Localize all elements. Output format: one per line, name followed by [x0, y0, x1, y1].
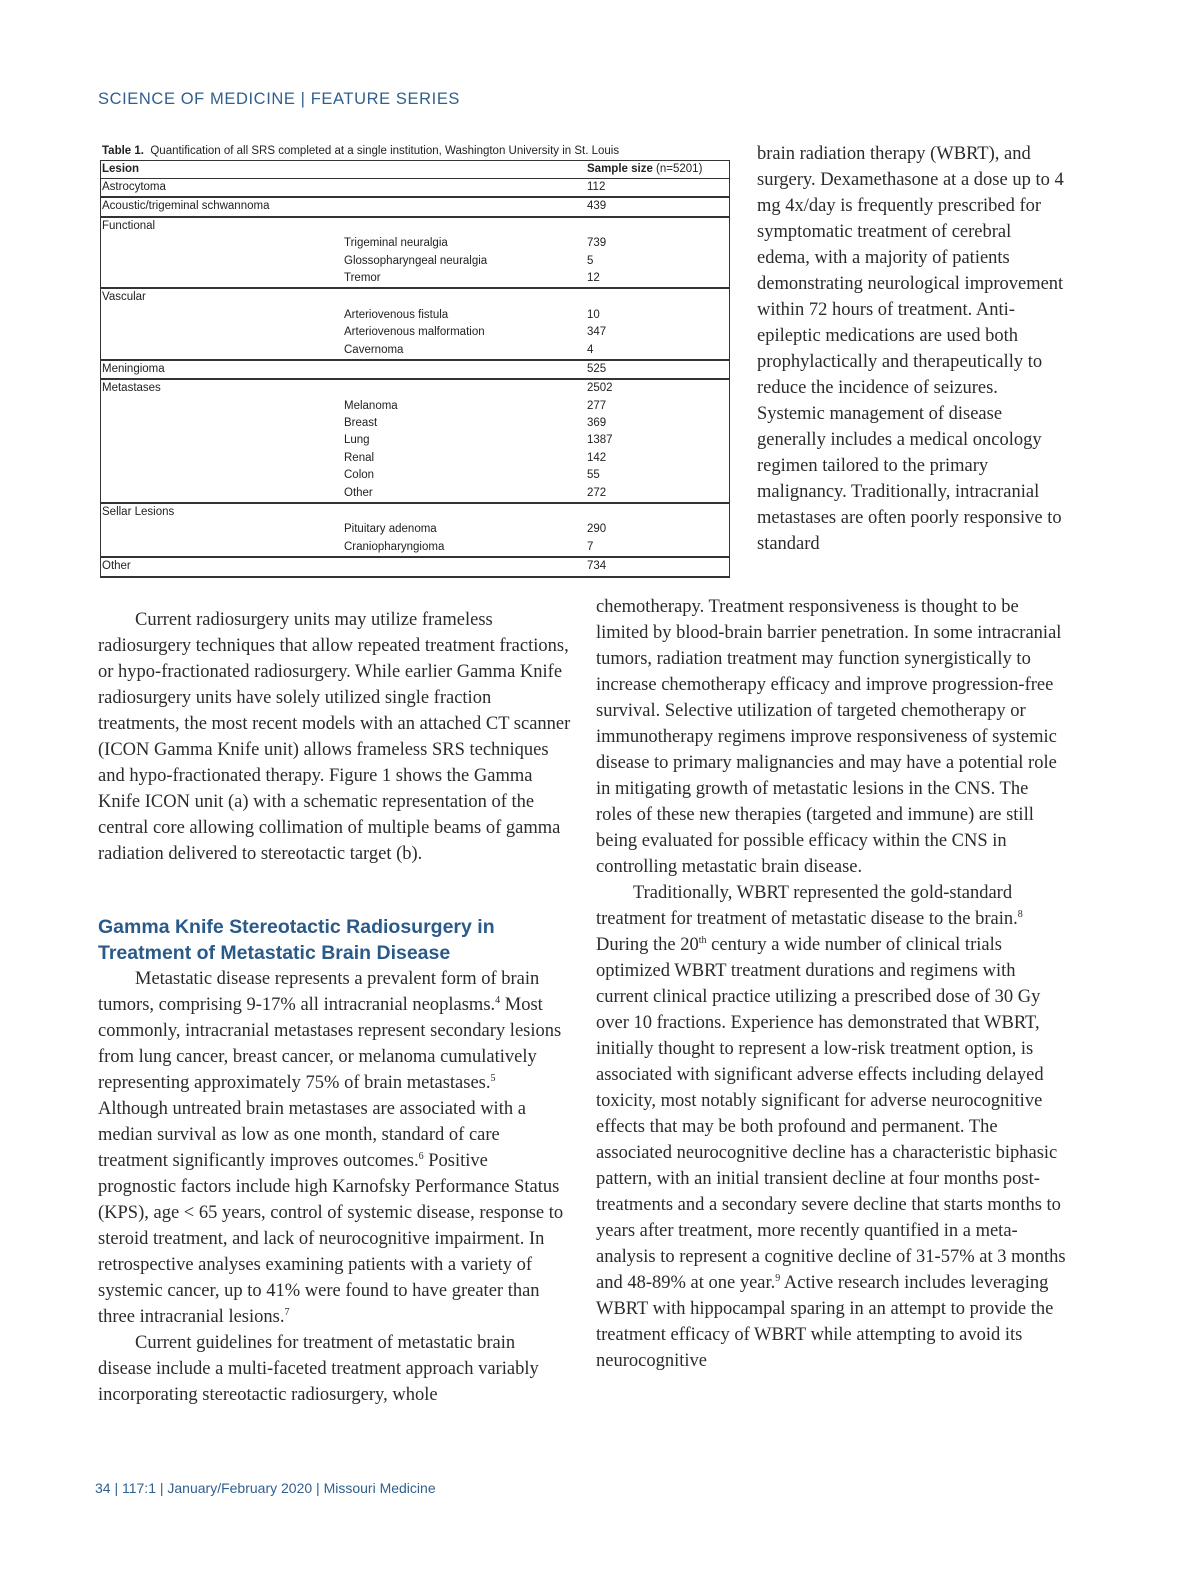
lesion-cell: Acoustic/trigeminal schwannoma — [102, 200, 270, 213]
table-row — [101, 467, 729, 484]
sample-size-cell: 272 — [587, 486, 607, 499]
sub-lesion-cell: Colon — [344, 469, 375, 482]
table-body — [101, 179, 729, 576]
table-row — [101, 235, 729, 252]
table-row — [101, 253, 729, 270]
sample-size-cell: 55 — [587, 469, 600, 482]
lesion-cell — [101, 253, 344, 270]
paragraph-current-guidelines: Current guidelines for treatment of metastatic brain disease include a multi-faceted treatment approach variably incorporating stereotactic radiosurgery, whole — [98, 1333, 539, 1405]
lesion-cell — [101, 467, 344, 484]
table-row — [101, 218, 729, 235]
lesion-cell: Vascular — [102, 291, 146, 304]
sub-lesion-cell — [344, 198, 587, 215]
lesion-cell: Astrocytoma — [102, 181, 166, 193]
sub-lesion-cell: Craniopharyngioma — [344, 540, 445, 553]
sample-size-cell — [587, 289, 729, 306]
paragraph-chemotherapy: chemotherapy. Treatment responsiveness is thought to be limited by blood-brain barrier penetration. In some intracranial tumors, radiation treatment may function synergistically to increase chemotherapy efficacy and improve progression-free survival. Selective utilization of targeted chemotherapy or immunotherapy regimens improve responsiveness of systemic disease to primary malignancies and may have a potential role in mitigating growth of metastatic lesions in the CNS. The roles of these new therapies (targeted and immune) are still being evaluated for possible efficacy within the CNS in controlling metastatic brain disease. — [596, 597, 1062, 877]
running-header: SCIENCE OF MEDICINE | FEATURE SERIES — [98, 90, 461, 108]
lesion-cell — [101, 450, 344, 467]
table-row — [101, 398, 729, 415]
left-column-metastatic-disease — [98, 966, 568, 1408]
table-row — [101, 198, 729, 215]
table-row — [101, 179, 729, 196]
sub-lesion-cell: Glossopharyngeal neuralgia — [344, 254, 488, 267]
table-caption — [100, 143, 730, 160]
sub-lesion-cell — [344, 289, 587, 306]
paragraph-wbrt: Traditionally, WBRT represented the gold-standard treatment for treatment of metastatic disease to the brain.$^8$ During the 20th century a wide number of clinical trials optimized WBRT treatment durations and regimens with current clinical practice utilizing a prescribed dose of 30 Gy over 10 fractions. Experience has demonstrated that WBRT, initially thought to represent a low-risk treatment option, is associated with significant adverse effects including delayed toxicity, most notably significant for adverse neurocognitive effects that may be both profound and permanent. The associated neurocognitive decline has a characteristic biphasic pattern, with an initial transient decline at four months post-treatments and a secondary severe decline that starts months to years after treatment, more recently quantified in a meta-analysis to represent a cognitive decline of 31-57% at 3 months and 48-89% at one year.$^9$ Active research includes leveraging WBRT with hippocampal sparing in an attempt to provide the treatment efficacy of WBRT while attempting to avoid its neurocognitive — [596, 883, 1066, 1371]
sample-size-cell: 142 — [587, 451, 607, 464]
sub-lesion-cell: Melanoma — [344, 399, 398, 412]
sample-size-cell: 277 — [587, 399, 607, 412]
sub-lesion-cell — [344, 504, 587, 521]
table-row-group — [101, 287, 729, 359]
sample-size-cell: 12 — [587, 271, 600, 284]
table-row — [101, 342, 729, 359]
lesion-cell: Functional — [102, 219, 156, 232]
table-row — [101, 432, 729, 449]
reference-5: 5 — [490, 1073, 496, 1084]
lesion-cell: Other — [102, 560, 131, 573]
table-row-group — [101, 216, 729, 288]
lesion-cell: Metastases — [102, 382, 161, 395]
sub-lesion-cell — [344, 558, 587, 575]
sub-lesion-cell: Arteriovenous malformation — [344, 326, 485, 339]
sub-lesion-cell: Arteriovenous fistula — [344, 308, 449, 321]
table-row — [101, 539, 729, 556]
lesion-cell — [101, 432, 344, 449]
table-header-row — [101, 161, 729, 179]
paragraph-radiosurgery-units: Current radiosurgery units may utilize frameless radiosurgery techniques that allow repeated treatment fractions, or hypo-fractionated radiosurgery. While earlier Gamma Knife radiosurgery units have solely utilized single fraction treatments, the most recent models with an attached CT scanner (ICON Gamma Knife unit) allows frameless SRS techniques and hypo-fractionated therapy. Figure 1 shows the Gamma Knife ICON unit (a) with a schematic representation of the central core allowing collimation of multiple beams of gamma radiation delivered to stereotactic target (b). — [98, 610, 571, 864]
sub-lesion-cell — [344, 361, 587, 378]
table-row — [101, 380, 729, 397]
paragraph-metastatic-disease: Metastatic disease represents a prevalent form of brain tumors, comprising 9-17% all intracranial neoplasms.$^4$ Most commonly, intracranial metastases represent secondary lesions from lung cancer, breast cancer, or melanoma cumulatively representing approximately 75% of brain metastases.$^5$ Although untreated brain metastases are associated with a median survival as low as one month, standard of care treatment significantly improves outcomes.$^6$ Positive prognostic factors include high Karnofsky Performance Status (KPS), age < 65 years, control of systemic disease, response to steroid treatment, and lack of neurocognitive impairment. In retrospective analyses examining patients with a variety of systemic cancer, up to 41% were found to have greater than three intracranial lesions.$^7$ — [98, 969, 564, 1327]
table-row-group — [101, 179, 729, 196]
table-row — [101, 558, 729, 575]
table-row — [101, 485, 729, 502]
sample-size-cell — [587, 218, 729, 235]
table-row — [101, 361, 729, 378]
lesion-cell — [101, 539, 344, 556]
lesion-column-header: Lesion — [102, 163, 140, 175]
table-row — [101, 450, 729, 467]
table-row — [101, 307, 729, 324]
reference-8: 8 — [1017, 909, 1023, 920]
lesion-cell — [101, 270, 344, 287]
lesion-cell — [101, 324, 344, 341]
section-heading: Gamma Knife Stereotactic Radiosurgery in Treatment of Metastatic Brain Disease — [98, 916, 495, 964]
sample-size-cell — [587, 504, 729, 521]
table-row — [101, 521, 729, 538]
srs-table — [100, 160, 730, 578]
sample-size-cell: 112 — [587, 181, 606, 193]
sub-lesion-cell: Other — [344, 486, 373, 499]
table-row-group — [101, 556, 729, 575]
lesion-cell — [101, 398, 344, 415]
sample-size-cell: 734 — [587, 560, 607, 573]
table-label: Table 1. — [102, 145, 144, 157]
table-1 — [100, 143, 730, 578]
sample-size-cell: 2502 — [587, 382, 613, 395]
sub-lesion-cell: Tremor — [344, 271, 381, 284]
lesion-cell — [101, 235, 344, 252]
sub-lesion-cell: Lung — [344, 434, 370, 447]
sample-size-cell: 347 — [587, 326, 607, 339]
sub-lesion-cell — [344, 218, 587, 235]
reference-7: 7 — [284, 1307, 290, 1318]
table-row — [101, 415, 729, 432]
sample-size-cell: 1387 — [587, 434, 613, 447]
sample-size-cell: 10 — [587, 308, 600, 321]
table-row — [101, 324, 729, 341]
sub-lesion-cell: Breast — [344, 417, 378, 430]
sample-size-column-header: Sample size (n=5201) — [587, 163, 703, 175]
sample-size-cell: 369 — [587, 417, 607, 430]
table-row — [101, 504, 729, 521]
reference-9: 9 — [775, 1273, 781, 1284]
lesion-cell — [101, 415, 344, 432]
table-row — [101, 289, 729, 306]
lesion-cell: Sellar Lesions — [102, 506, 175, 519]
table-caption-text: Quantification of all SRS completed at a single institution, Washington University in St. Louis — [150, 145, 620, 157]
sample-size-cell: 4 — [587, 343, 594, 356]
sub-lesion-cell: Trigeminal neuralgia — [344, 237, 448, 250]
sub-lesion-cell — [344, 179, 587, 196]
sample-size-cell: 5 — [587, 254, 594, 267]
sub-lesion-cell: Pituitary adenoma — [344, 523, 437, 536]
sub-lesion-cell: Renal — [344, 451, 375, 464]
page-footer: 34 | 117:1 | January/February 2020 | Missouri Medicine — [95, 1480, 436, 1496]
sample-size-cell: 439 — [587, 200, 607, 213]
lesion-cell: Meningioma — [102, 362, 165, 375]
sample-size-cell: 739 — [587, 237, 607, 250]
table-row-group — [101, 378, 729, 502]
lesion-cell — [101, 485, 344, 502]
sub-lesion-cell: Cavernoma — [344, 343, 404, 356]
sample-size-cell: 7 — [587, 540, 594, 553]
lesion-cell — [101, 307, 344, 324]
sample-size-cell: 525 — [587, 362, 607, 375]
right-column-body — [596, 594, 1068, 1374]
table-row — [101, 270, 729, 287]
table-row-group — [101, 196, 729, 215]
sub-lesion-cell — [344, 380, 587, 397]
table-row-group — [101, 359, 729, 378]
reference-4: 4 — [495, 995, 501, 1006]
reference-6: 6 — [418, 1151, 424, 1162]
sample-size-cell: 290 — [587, 523, 607, 536]
table-row-group — [101, 502, 729, 556]
right-column-intro: brain radiation therapy (WBRT), and surgery. Dexamethasone at a dose up to 4 mg 4x/day is frequently prescribed for symptomatic treatment of cerebral edema, with a majority of patients demonstrating neurological improvement within 72 hours of treatment. Anti-epileptic medications are used both prophylactically and therapeutically to reduce the incidence of seizures. Systemic management of disease generally includes a medical oncology regimen tailored to the primary malignancy. Traditionally, intracranial metastases are often poorly responsive to standard — [757, 144, 1064, 554]
lesion-cell — [101, 521, 344, 538]
lesion-cell — [101, 342, 344, 359]
